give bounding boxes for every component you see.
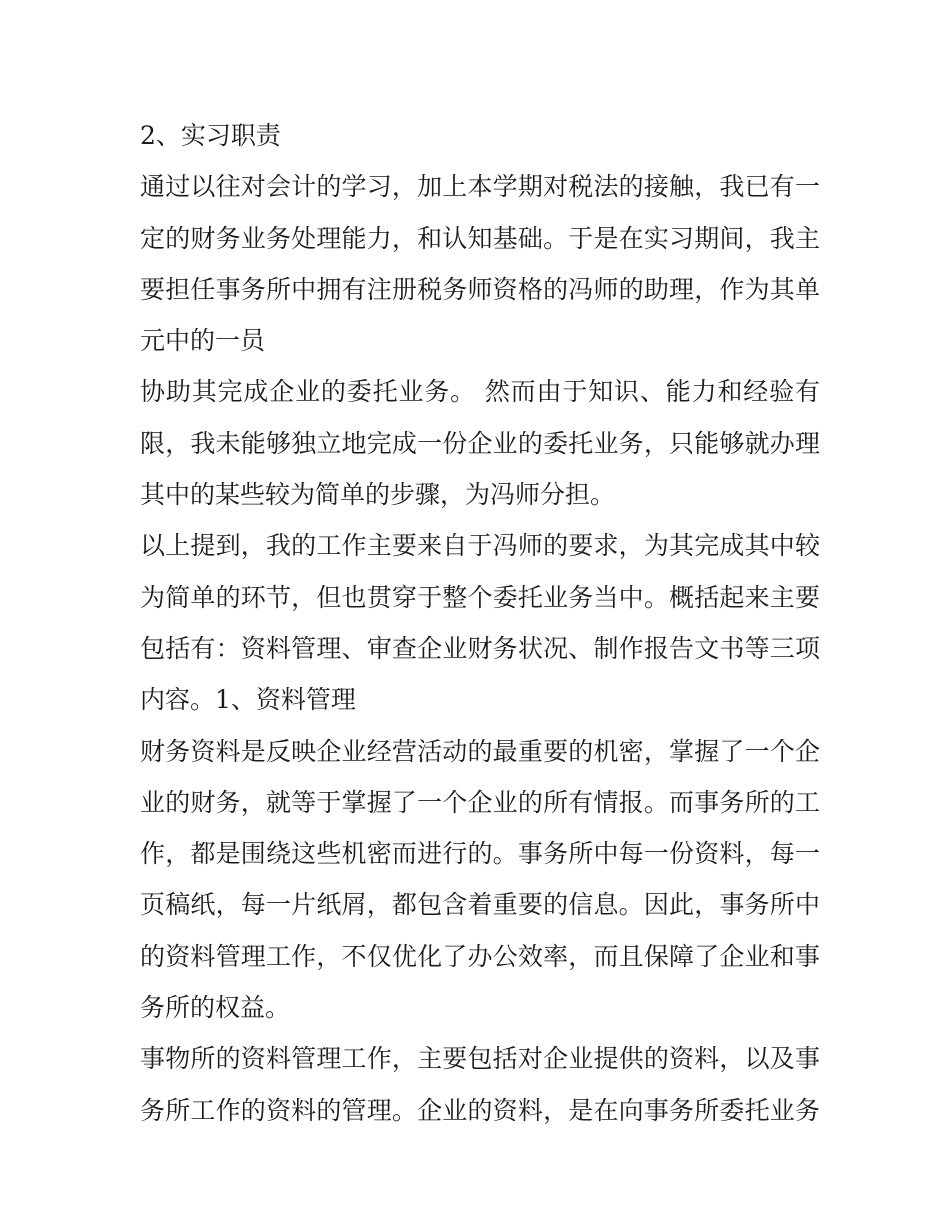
- text-line: 作，都是围绕这些机密而进行的。事务所中每一份资料，每一: [140, 839, 820, 869]
- text-line: 内容。1、资料管理: [140, 685, 356, 715]
- text-line: 元中的一员: [140, 326, 266, 356]
- document-body: [140, 110, 820, 1136]
- text-line: 以上提到，我的工作主要来自于冯师的要求，为其完成其中较: [140, 531, 820, 561]
- text-line: 包括有：资料管理、审查企业财务状况、制作报告文书等三项: [140, 633, 820, 663]
- text-line: 事物所的资料管理工作，主要包括对企业提供的资料，以及事: [140, 1044, 820, 1074]
- text-line: 通过以往对会计的学习，加上本学期对税法的接触，我已有一: [140, 172, 820, 202]
- text-line: 定的财务业务处理能力，和认知基础。于是在实习期间，我主: [140, 223, 820, 253]
- text-line: 其中的某些较为简单的步骤，为冯师分担。: [140, 480, 616, 510]
- text-line: 业的财务，就等于掌握了一个企业的所有情报。而事务所的工: [140, 787, 820, 817]
- text-line: 为简单的环节，但也贯穿于整个委托业务当中。概括起来主要: [140, 582, 820, 612]
- text-line: 限，我未能够独立地完成一份企业的委托业务，只能够就办理: [140, 428, 820, 458]
- text-line: 的资料管理工作，不仅优化了办公效率，而且保障了企业和事: [140, 941, 820, 971]
- text-line: 协助其完成企业的委托业务。 然而由于知识、能力和经验有: [140, 377, 820, 407]
- text-line: 务所的权益。: [140, 993, 291, 1023]
- text-line: 2、实习职责: [140, 121, 281, 150]
- text-line: 务所工作的资料的管理。企业的资料，是在向事务所委托业务: [140, 1095, 820, 1125]
- text-line: 要担任事务所中拥有注册税务师资格的冯师的助理，作为其单: [140, 274, 820, 304]
- text-line: 页稿纸，每一片纸屑，都包含着重要的信息。因此，事务所中: [140, 890, 820, 920]
- text-line: 财务资料是反映企业经营活动的最重要的机密，掌握了一个企: [140, 736, 820, 766]
